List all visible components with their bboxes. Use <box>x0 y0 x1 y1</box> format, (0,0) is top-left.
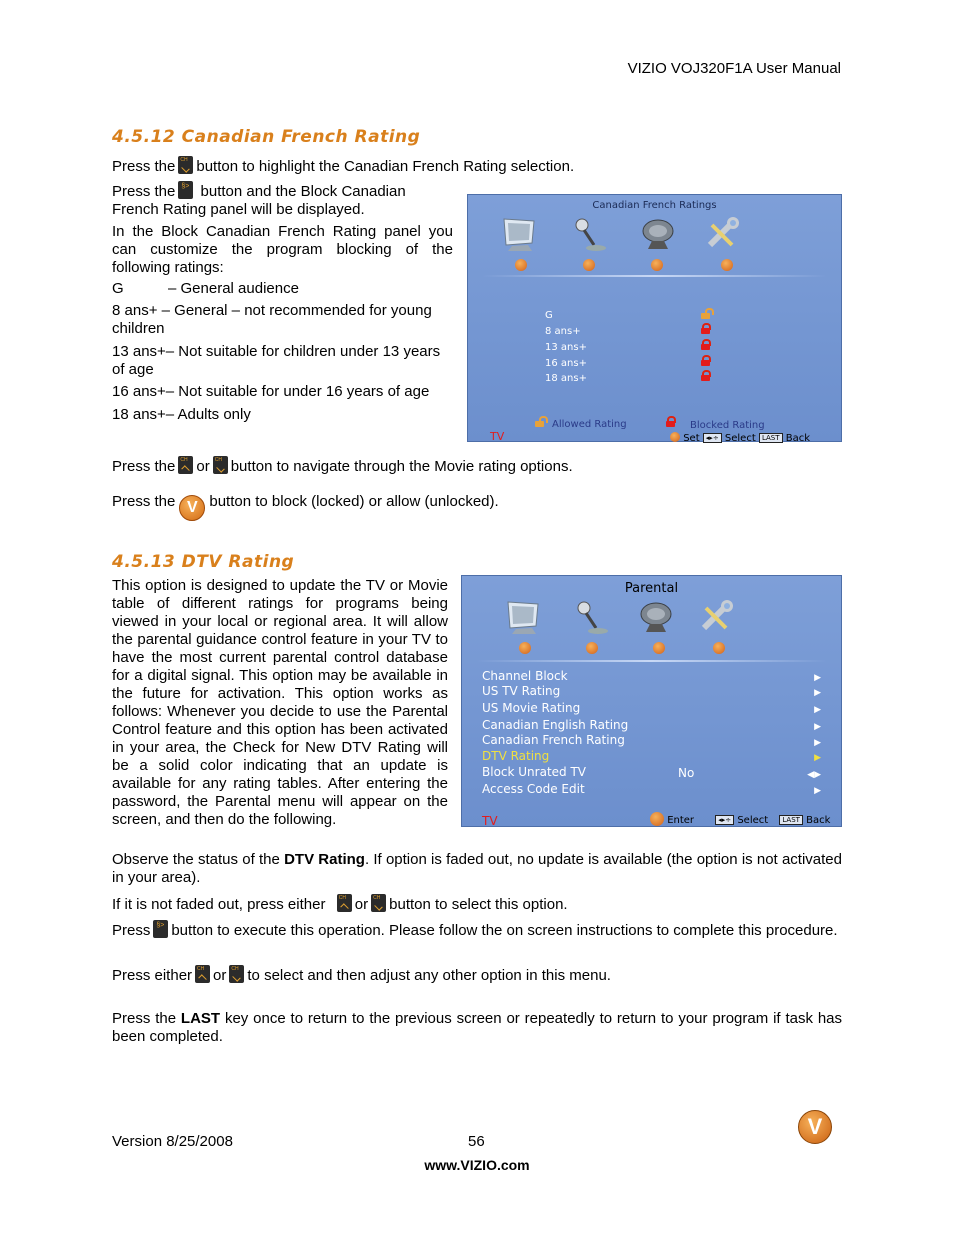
rating-row <box>112 406 453 424</box>
text: French Rating panel will be displayed. <box>112 201 365 218</box>
indicator-icon <box>515 259 527 271</box>
menu-item-access-code-edit[interactable]: Access Code Edit <box>482 782 585 796</box>
text: Press the <box>112 493 176 510</box>
text: If it is not faded out, press either <box>112 896 326 913</box>
tv-monitor-icon <box>502 598 548 636</box>
rating-code: G <box>112 280 124 297</box>
last-key-paragraph <box>112 1010 842 1046</box>
block-unrated-value: No <box>678 766 695 780</box>
ch-down-icon <box>178 156 193 174</box>
lock-icon[interactable] <box>701 339 710 350</box>
text: button to highlight the Canadian French Rating selection. <box>196 158 575 175</box>
canadian-french-ratings-panel <box>467 194 842 442</box>
intro-line <box>112 156 574 176</box>
rating-code: 18 ans+ <box>112 406 166 423</box>
ch-down-icon <box>229 965 244 983</box>
rating-row <box>112 280 453 302</box>
rating-option-g[interactable]: G <box>545 310 553 321</box>
rating-desc: – Not suitable for under 16 years of age <box>165 383 430 400</box>
text: Press the <box>112 183 176 200</box>
ch-up-icon <box>337 894 352 912</box>
select-label: Select <box>724 433 756 444</box>
rating-row <box>112 383 453 406</box>
text: button to block (locked) or allow (unlocked). <box>209 493 499 510</box>
rating-list <box>112 280 453 424</box>
tv-label: TV <box>490 430 505 443</box>
panel-title: Parental <box>624 581 679 596</box>
wrench-icon <box>696 598 742 636</box>
last-key-icon: LAST <box>759 433 783 443</box>
indicator-icon <box>721 259 733 271</box>
rating-desc: – Adults only <box>165 406 251 423</box>
vizio-logo-icon: V <box>798 1110 832 1144</box>
rating-desc: – General – not recommended for young <box>157 302 432 319</box>
lock-icon[interactable] <box>701 323 710 334</box>
text: Press either <box>112 967 193 984</box>
menu-item-canadian-english-rating[interactable]: Canadian English Rating <box>482 718 629 732</box>
menu-item-dtv-rating[interactable]: DTV Rating <box>482 749 550 763</box>
text: children <box>112 320 165 337</box>
arrow-keys-icon: ◂▸÷ <box>715 815 734 825</box>
section-title-canadian-french: 4.5.12 Canadian French Rating <box>112 127 421 147</box>
tv-monitor-icon <box>498 215 544 253</box>
rating-desc: – Not suitable for children under 13 years <box>165 343 441 360</box>
satellite-dish-icon <box>636 215 682 253</box>
indicator-icon <box>651 259 663 271</box>
divider <box>476 660 827 662</box>
arrow-right-icon: ▶ <box>814 738 821 748</box>
rating-option-13[interactable]: 13 ans+ <box>545 342 587 353</box>
menu-item-block-unrated-tv[interactable]: Block Unrated TV <box>482 765 587 779</box>
footer-url: www.VIZIO.com <box>424 1157 530 1173</box>
rating-option-8[interactable]: 8 ans+ <box>545 326 581 337</box>
text: Observe the status of the <box>112 851 285 868</box>
text: button to execute this operation. Please follow the on screen instructions to complete this procedure. <box>171 922 838 939</box>
rating-option-16[interactable]: 16 ans+ <box>545 358 587 369</box>
page-number: 56 <box>468 1133 485 1150</box>
text: Press the <box>112 1010 181 1027</box>
press-either-line <box>112 965 611 985</box>
rating-row <box>112 343 453 383</box>
text: or <box>213 967 227 984</box>
vol-right-icon <box>153 920 168 938</box>
text: Press <box>112 922 151 939</box>
version-label: Version 8/25/2008 <box>112 1133 233 1150</box>
text: button to navigate through the Movie rating options. <box>230 458 573 475</box>
indicator-icon <box>519 642 531 654</box>
last-key-icon: LAST <box>779 815 803 825</box>
text-bold: LAST <box>180 1010 221 1027</box>
press-execute-paragraph <box>112 920 842 940</box>
ch-up-icon <box>195 965 210 983</box>
text: . If option is faded out, no update is available (the option is not activated in your area). <box>112 851 842 886</box>
rating-code: 8 ans+ <box>112 302 158 319</box>
text: button and the Block Canadian <box>196 183 406 200</box>
text: button to select this option. <box>389 896 568 913</box>
indicator-icon <box>583 259 595 271</box>
set-label: Set <box>683 433 700 444</box>
menu-item-us-tv-rating[interactable]: US TV Rating <box>482 684 561 698</box>
microphone-icon <box>566 215 612 253</box>
blocked-rating-legend: Blocked Rating <box>690 420 765 431</box>
menu-item-canadian-french-rating[interactable]: Canadian French Rating <box>482 733 625 747</box>
block-panel-text <box>112 181 453 277</box>
rating-desc: – General audience <box>168 280 299 297</box>
text: key once to return to the previous screen or repeatedly to return to your program if task has been completed. <box>112 1010 843 1045</box>
menu-item-us-movie-rating[interactable]: US Movie Rating <box>482 701 581 715</box>
arrow-right-icon: ▶ <box>814 753 821 763</box>
text: Press the <box>112 458 176 475</box>
navigate-line <box>112 456 573 476</box>
menu-item-channel-block[interactable]: Channel Block <box>482 669 568 683</box>
text: or <box>196 458 210 475</box>
text: of age <box>112 361 154 378</box>
back-label: Back <box>785 433 810 444</box>
rating-row <box>112 302 453 343</box>
ch-down-icon <box>371 894 386 912</box>
ch-up-icon <box>178 456 193 474</box>
enter-icon <box>650 812 664 826</box>
vol-right-icon <box>178 181 193 199</box>
tv-label: TV <box>482 814 498 828</box>
wrench-icon <box>702 215 748 253</box>
unlocked-icon[interactable] <box>701 308 710 319</box>
satellite-dish-icon <box>634 598 680 636</box>
left-right-arrow-icon: ◀▶ <box>807 770 821 780</box>
panel-footer <box>670 430 810 448</box>
observe-paragraph <box>112 851 842 887</box>
allowed-rating-legend: Allowed Rating <box>552 419 627 430</box>
select-label: Select <box>737 815 769 826</box>
dtv-paragraph: This option is designed to update the TV or Movie table of different ratings for programs being viewed in your local or regional area. It will allow the parental guidance control feature in your TV to have the most current parental control database for a digital signal. This option may be available in the future for activation. This option works as follows: Whenever you decide to use the Parental Control feature and this option has been activated in your area, the Check for New DTV Rating will be a solid color indicating that an update is available for any rating tables. After entering the password, the Parental menu will appear on the screen, and then do the following. <box>112 577 448 828</box>
panel-footer <box>650 812 830 830</box>
lock-icon[interactable] <box>701 355 710 366</box>
indicator-icon <box>713 642 725 654</box>
arrow-right-icon: ▶ <box>814 705 821 715</box>
arrow-right-icon: ▶ <box>814 786 821 796</box>
arrow-right-icon: ▶ <box>814 722 821 732</box>
customize-paragraph: In the Block Canadian French Rating panel you can customize the program blocking of the following ratings: <box>112 223 453 276</box>
parental-menu-panel <box>461 575 842 827</box>
enter-label: Enter <box>667 815 695 826</box>
divider <box>482 275 827 277</box>
not-faded-line <box>112 894 568 914</box>
block-line <box>112 493 499 521</box>
rating-option-18[interactable]: 18 ans+ <box>545 373 587 384</box>
arrow-right-icon: ▶ <box>814 688 821 698</box>
rating-code: 16 ans+ <box>112 383 166 400</box>
lock-icon[interactable] <box>701 370 710 381</box>
back-label: Back <box>806 815 831 826</box>
enter-icon <box>670 432 680 442</box>
indicator-icon <box>586 642 598 654</box>
text: or <box>354 896 369 913</box>
text: to select and then adjust any other option in this menu. <box>247 967 611 984</box>
text-bold: DTV Rating <box>284 851 365 868</box>
unlocked-icon <box>535 416 544 427</box>
section-title-dtv-rating: 4.5.13 DTV Rating <box>112 552 295 572</box>
microphone-icon <box>568 598 614 636</box>
arrow-right-icon: ▶ <box>814 673 821 683</box>
vizio-enter-icon: V <box>179 495 205 521</box>
panel-title: Canadian French Ratings <box>592 200 717 211</box>
lock-icon <box>666 416 675 427</box>
ch-down-icon <box>213 456 228 474</box>
rating-code: 13 ans+ <box>112 343 166 360</box>
indicator-icon <box>653 642 665 654</box>
manual-title: VIZIO VOJ320F1A User Manual <box>627 60 841 77</box>
text: Press the <box>112 158 176 175</box>
arrow-keys-icon: ◂▸÷ <box>703 433 722 443</box>
